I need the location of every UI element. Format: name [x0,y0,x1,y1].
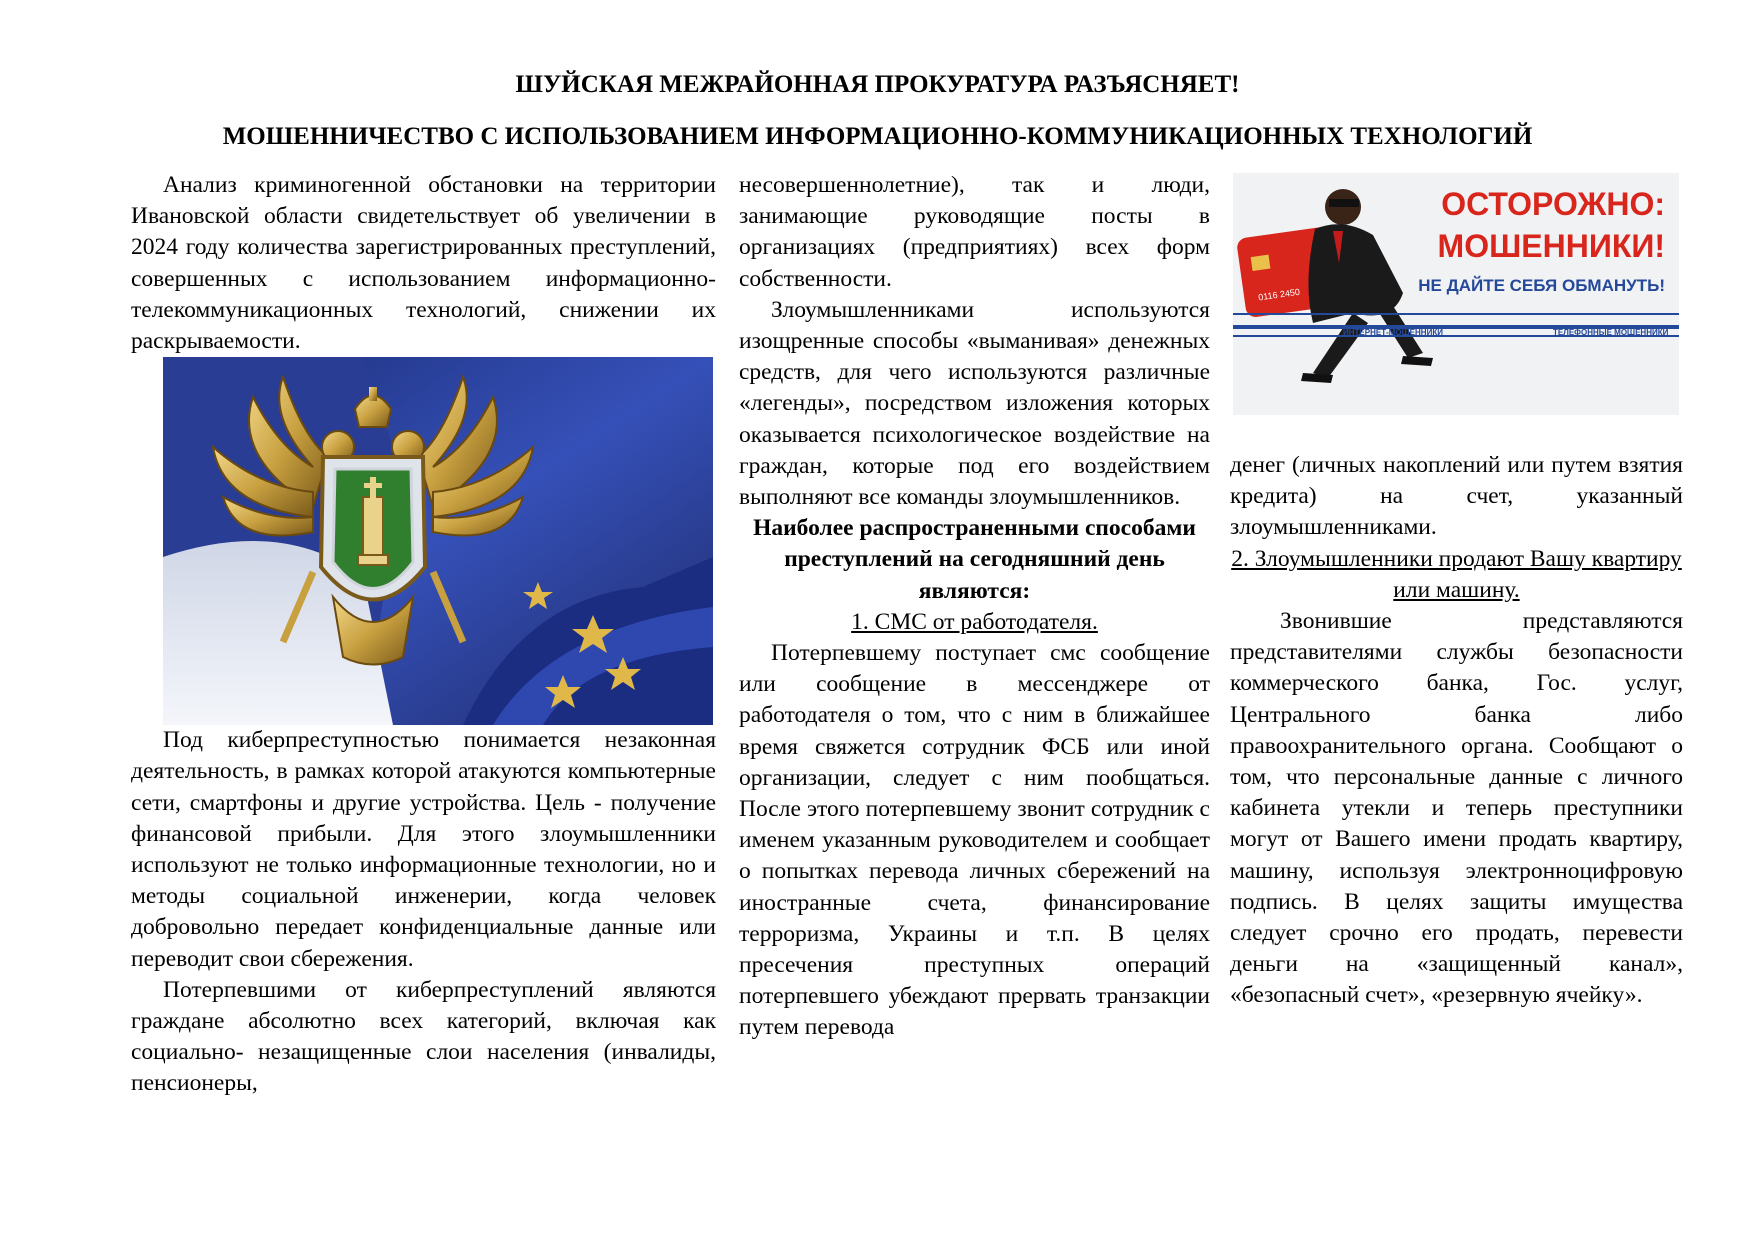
fraud-warning-poster-graphic [1233,173,1679,415]
paragraph-legends: Злоумышленниками используются изощренные способы «выманивая» денежных средств, для чего используются различные «легенды», посредством изложения которых оказывается психологическое воздействие на граждан, которые под его воздействием выполняют все команды злоумышленников. [739,296,1210,511]
prosecutor-emblem-icon [163,357,713,725]
paragraph-sms-employer: Потерпевшему поступает смс сообщение или сообщение в мессенджере от работодателя о том, что с ним в ближайшее время свяжется сотрудник ФСБ или иной организации, следует с ним пообщаться. После этого потерпевшему звонит сотрудник с именем указанным руководителем и сообщает о попытках перевода личных сбережений на иностранные счета, финансирование терроризма, Украины и т.п. В целях пресечения преступных операций потерпевшего убеждают прервать транзакции путем перевода [739,640,1210,1041]
poster-label-phone: ТЕЛЕФОННЫЕ МОШЕННИКИ [1553,328,1669,337]
column-3 [1230,450,1683,1012]
fraud-warning-poster [1233,173,1679,415]
poster-label-internet: ИНТЕРНЕТ-МОШЕННИКИ [1343,328,1443,337]
item-2-title: 2. Злоумышленники продают Вашу квартиру или машину. [1231,545,1682,603]
page-subtitle: МОШЕННИЧЕСТВО С ИСПОЛЬЗОВАНИЕМ ИНФОРМАЦИОННО-КОММУНИКАЦИОННЫХ ТЕХНОЛОГИЙ [222,123,1533,150]
paragraph-cybercrime: Под киберпреступностью понимается незаконная деятельность, в рамках которой атакуются компьютерные сети, смартфоны и другие устройства. Цель - получение финансовой прибыли. Для этого злоумышленники используют не только информационные технологии, но и методы социальной инженерии, когда человек добровольно передает конфиденциальные данные или переводит свои сбережения. [131,727,716,972]
column-2 [739,170,1210,1044]
column-1 [131,170,716,1100]
poster-line-3: НЕ ДАЙТЕ СЕБЯ ОБМАНУТЬ! [1418,276,1665,295]
poster-line-1: ОСТОРОЖНО: [1441,186,1665,222]
prosecutor-emblem-photo [163,357,713,725]
page-title: ШУЙСКАЯ МЕЖРАЙОННАЯ ПРОКУРАТУРА РАЗЪЯСНЯЕТ! [515,71,1240,98]
paragraph-victims: Потерпевшими от киберпреступлений являются граждане абсолютно всех категорий, включая как социально- незащищенные слои населения (инвалиды, пенсионеры, [131,976,716,1097]
item-1-title: 1. СМС от работодателя. [851,608,1098,635]
paragraph-victims-continued: несовершеннолетние), так и люди, занимающие руководящие посты в организациях (предприятиях) всех форм собственности. [739,172,1210,292]
card-number: 0116 2450 [1257,286,1301,303]
poster-line-2: МОШЕННИКИ! [1437,228,1665,264]
section-heading: Наиболее распространенными способами преступлений на сегодняшний день являются: [753,515,1196,604]
paragraph-analysis: Анализ криминогенной обстановки на территории Ивановской области свидетельствует об увеличении в 2024 году количества зарегистрированных преступлений, совершенных с использованием информационно-телекоммуникационных технологий, снижении их раскрываемости. [131,172,716,355]
paragraph-transfer-continued: денег (личных накоплений или путем взятия кредита) на счет, указанный злоумышленниками. [1230,452,1683,541]
paragraph-property-sale: Звонившие представляются представителями службы безопасности коммерческого банка, Гос. услуг, Центрального банка либо правоохранительного органа. Сообщают о том, что персональные данные с личного кабинета утекли и теперь преступники могут от Вашего имени продать квартиру, машину, используя электронноцифровую подпись. В целях защиты имущества следует срочно его продать, перевести деньги на «защищенный канал», «безопасный счет», «резервную ячейку». [1230,608,1683,1009]
